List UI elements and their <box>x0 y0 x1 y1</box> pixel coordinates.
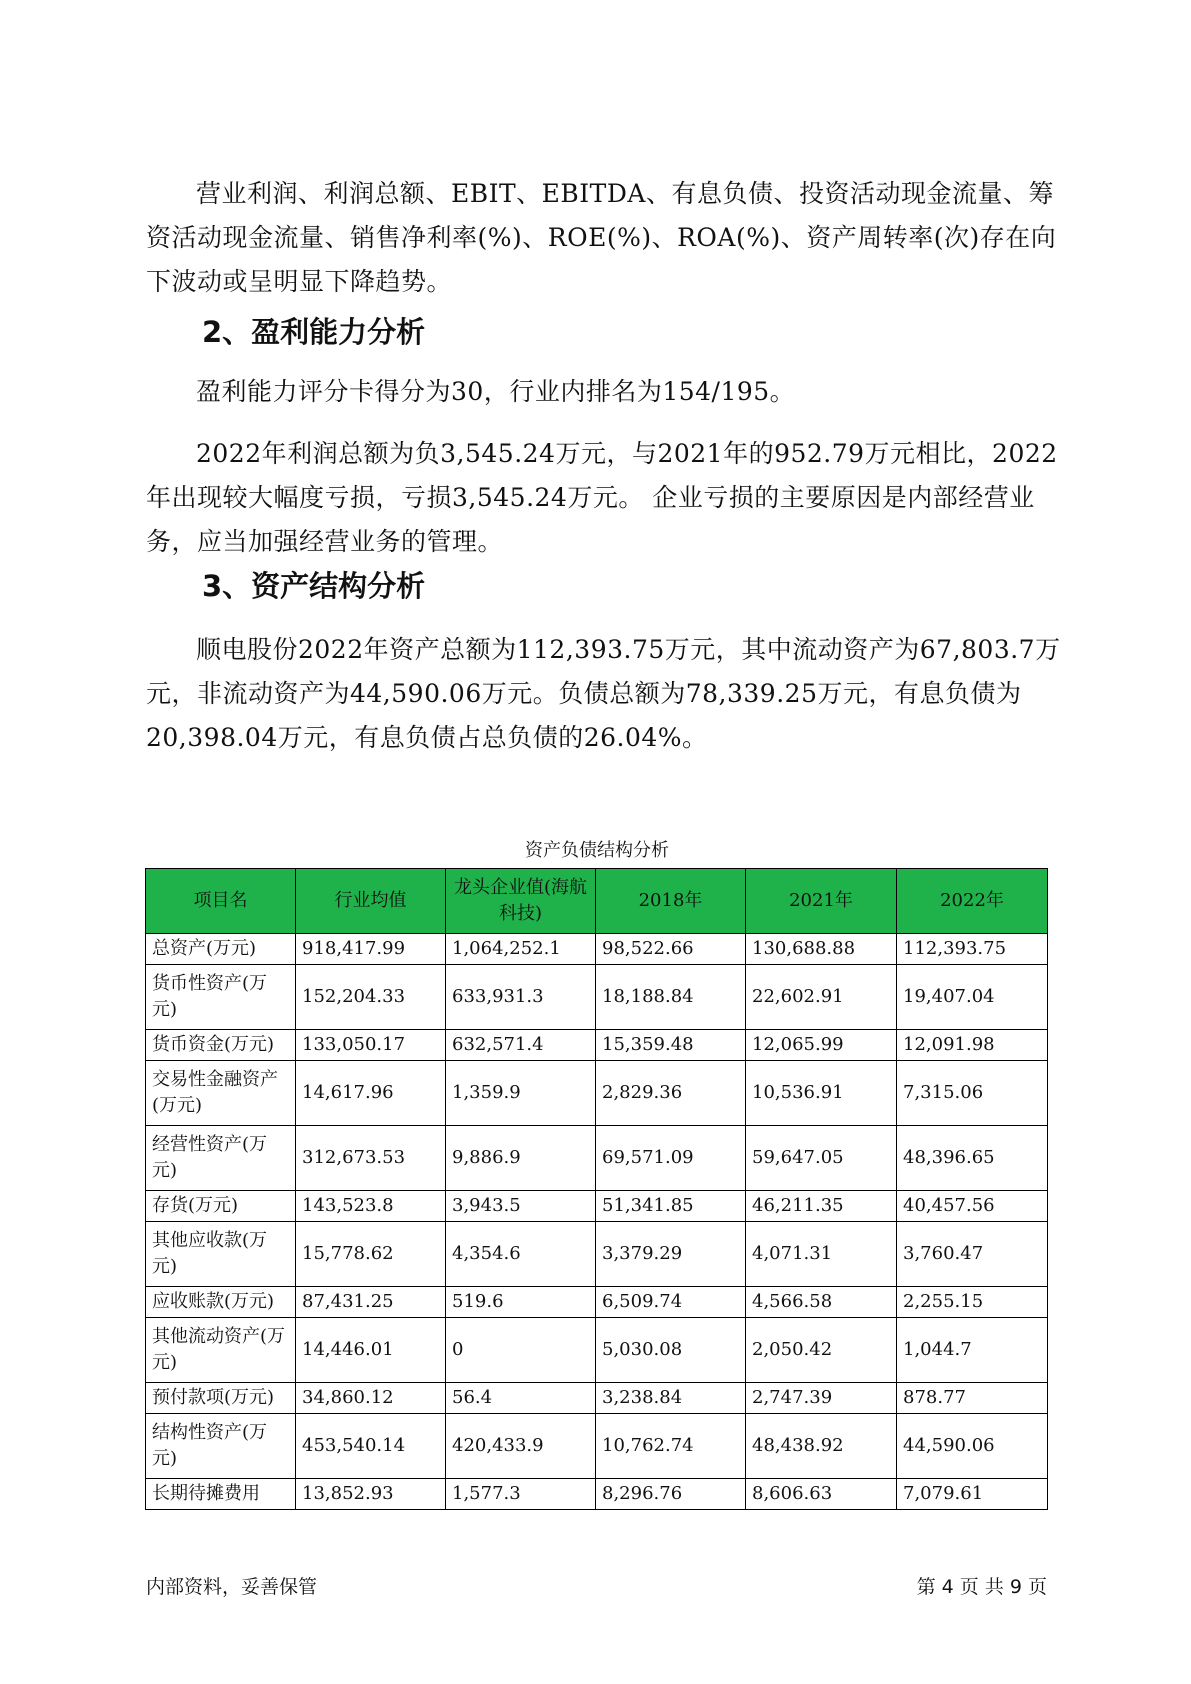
cell-value: 15,778.62 <box>296 1222 446 1287</box>
cell-value: 2,255.15 <box>897 1287 1048 1318</box>
cell-value: 143,523.8 <box>296 1191 446 1222</box>
cell-value: 633,931.3 <box>446 965 596 1030</box>
header-leader-value: 龙头企业值(海航科技) <box>446 869 596 934</box>
table-row <box>146 1126 1048 1191</box>
cell-value: 112,393.75 <box>897 934 1048 965</box>
cell-value: 7,315.06 <box>897 1061 1048 1126</box>
cell-value: 87,431.25 <box>296 1287 446 1318</box>
table-row <box>146 1414 1048 1479</box>
cell-value: 5,030.08 <box>596 1318 746 1383</box>
cell-value: 10,762.74 <box>596 1414 746 1479</box>
row-label: 其他流动资产(万元) <box>146 1318 296 1383</box>
cell-value: 9,886.9 <box>446 1126 596 1191</box>
cell-value: 918,417.99 <box>296 934 446 965</box>
cell-value: 15,359.48 <box>596 1030 746 1061</box>
row-label: 货币性资产(万元) <box>146 965 296 1030</box>
cell-value: 69,571.09 <box>596 1126 746 1191</box>
cell-value: 632,571.4 <box>446 1030 596 1061</box>
cell-value: 14,446.01 <box>296 1318 446 1383</box>
profit-heading: 2、盈利能力分析 <box>202 315 426 349</box>
header-2018: 2018年 <box>596 869 746 934</box>
row-label: 经营性资产(万元) <box>146 1126 296 1191</box>
cell-value: 10,536.91 <box>746 1061 897 1126</box>
footer-page-number: 第 4 页 共 9 页 <box>916 1576 1047 1598</box>
cell-value: 22,602.91 <box>746 965 897 1030</box>
cell-value: 46,211.35 <box>746 1191 897 1222</box>
row-label: 存货(万元) <box>146 1191 296 1222</box>
row-label: 其他应收款(万元) <box>146 1222 296 1287</box>
cell-value: 34,860.12 <box>296 1383 446 1414</box>
row-label: 应收账款(万元) <box>146 1287 296 1318</box>
cell-value: 44,590.06 <box>897 1414 1048 1479</box>
header-2022: 2022年 <box>897 869 1048 934</box>
cell-value: 40,457.56 <box>897 1191 1048 1222</box>
cell-value: 878.77 <box>897 1383 1048 1414</box>
balance-structure-table <box>145 868 1048 1510</box>
cell-value: 3,379.29 <box>596 1222 746 1287</box>
header-2021: 2021年 <box>746 869 897 934</box>
header-item-name: 项目名 <box>146 869 296 934</box>
cell-value: 4,071.31 <box>746 1222 897 1287</box>
cell-value: 48,396.65 <box>897 1126 1048 1191</box>
cell-value: 1,577.3 <box>446 1479 596 1510</box>
table-row <box>146 1479 1048 1510</box>
row-label: 货币资金(万元) <box>146 1030 296 1061</box>
row-label: 长期待摊费用 <box>146 1479 296 1510</box>
asset-heading: 3、资产结构分析 <box>202 569 426 603</box>
cell-value: 18,188.84 <box>596 965 746 1030</box>
table-row <box>146 1287 1048 1318</box>
table-row <box>146 1061 1048 1126</box>
cell-value: 133,050.17 <box>296 1030 446 1061</box>
table-row <box>146 1030 1048 1061</box>
header-industry-avg: 行业均值 <box>296 869 446 934</box>
cell-value: 453,540.14 <box>296 1414 446 1479</box>
row-label: 交易性金融资产(万元) <box>146 1061 296 1126</box>
table-row <box>146 1222 1048 1287</box>
table-row <box>146 1191 1048 1222</box>
cell-value: 19,407.04 <box>897 965 1048 1030</box>
cell-value: 6,509.74 <box>596 1287 746 1318</box>
cell-value: 8,606.63 <box>746 1479 897 1510</box>
cell-value: 59,647.05 <box>746 1126 897 1191</box>
cell-value: 2,747.39 <box>746 1383 897 1414</box>
cell-value: 130,688.88 <box>746 934 897 965</box>
cell-value: 420,433.9 <box>446 1414 596 1479</box>
cell-value: 48,438.92 <box>746 1414 897 1479</box>
table-caption: 资产负债结构分析 <box>525 840 669 861</box>
cell-value: 3,943.5 <box>446 1191 596 1222</box>
cell-value: 1,044.7 <box>897 1318 1048 1383</box>
cell-value: 7,079.61 <box>897 1479 1048 1510</box>
asset-detail-paragraph: 顺电股份2022年资产总额为112,393.75万元，其中流动资产为67,803.7万元，非流动资产为44,590.06万元。负债总额为78,339.25万元，有息负债为20,398.04万元，有息负债占总负债的26.04%。 <box>146 635 1061 752</box>
footer-confidential-note: 内部资料，妥善保管 <box>146 1576 318 1598</box>
row-label: 预付款项(万元) <box>146 1383 296 1414</box>
profit-score-paragraph: 盈利能力评分卡得分为30，行业内排名为154/195。 <box>196 377 796 406</box>
table-row <box>146 1318 1048 1383</box>
table-row <box>146 965 1048 1030</box>
cell-value: 12,091.98 <box>897 1030 1048 1061</box>
cell-value: 98,522.66 <box>596 934 746 965</box>
cell-value: 3,238.84 <box>596 1383 746 1414</box>
row-label: 总资产(万元) <box>146 934 296 965</box>
cell-value: 4,354.6 <box>446 1222 596 1287</box>
cell-value: 3,760.47 <box>897 1222 1048 1287</box>
table-row <box>146 934 1048 965</box>
cell-value: 14,617.96 <box>296 1061 446 1126</box>
cell-value: 12,065.99 <box>746 1030 897 1061</box>
cell-value: 312,673.53 <box>296 1126 446 1191</box>
cell-value: 2,829.36 <box>596 1061 746 1126</box>
cell-value: 8,296.76 <box>596 1479 746 1510</box>
cell-value: 13,852.93 <box>296 1479 446 1510</box>
cell-value: 2,050.42 <box>746 1318 897 1383</box>
cell-value: 0 <box>446 1318 596 1383</box>
cell-value: 152,204.33 <box>296 965 446 1030</box>
table-row <box>146 1383 1048 1414</box>
cell-value: 519.6 <box>446 1287 596 1318</box>
intro-paragraph: 营业利润、利润总额、EBIT、EBITDA、有息负债、投资活动现金流量、筹资活动现金流量、销售净利率(%)、ROE(%)、ROA(%)、资产周转率(次)存在向下波动或呈明显下降趋势。 <box>146 179 1057 296</box>
profit-detail-paragraph: 2022年利润总额为负3,545.24万元，与2021年的952.79万元相比，2022年出现较大幅度亏损，亏损3,545.24万元。 企业亏损的主要原因是内部经营业务，应当加强经营业务的管理。 <box>146 439 1058 556</box>
row-label: 结构性资产(万元) <box>146 1414 296 1479</box>
cell-value: 1,359.9 <box>446 1061 596 1126</box>
table-header-row <box>146 869 1048 934</box>
cell-value: 51,341.85 <box>596 1191 746 1222</box>
cell-value: 4,566.58 <box>746 1287 897 1318</box>
cell-value: 56.4 <box>446 1383 596 1414</box>
cell-value: 1,064,252.1 <box>446 934 596 965</box>
